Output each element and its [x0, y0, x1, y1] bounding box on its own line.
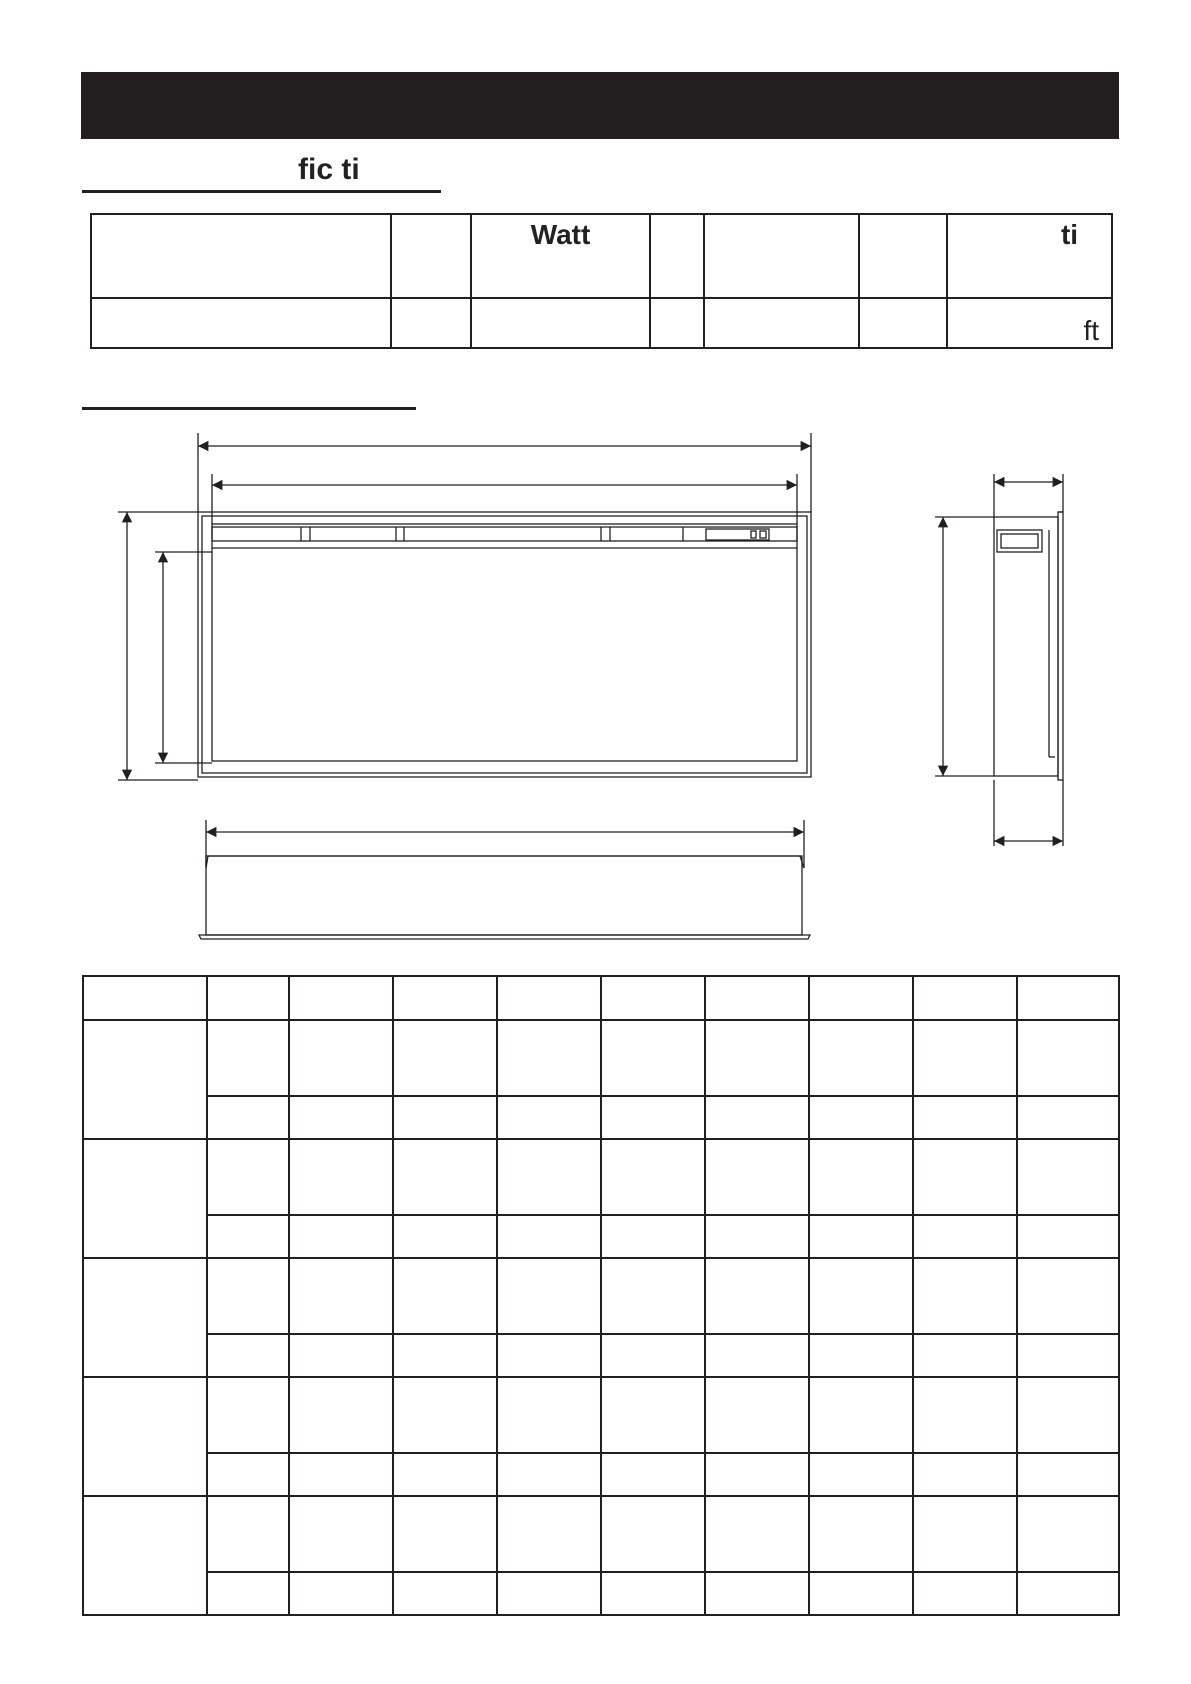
- table-cell: [289, 1572, 393, 1615]
- table-cell: [809, 1453, 913, 1496]
- table-cell: [289, 1377, 393, 1453]
- table-cell: [207, 976, 289, 1020]
- table-cell: [913, 1496, 1017, 1572]
- table-row: [83, 1139, 1119, 1215]
- table-cell: [705, 1572, 809, 1615]
- table-cell: [497, 1377, 601, 1453]
- table-cell: [705, 1377, 809, 1453]
- table-cell: [913, 976, 1017, 1020]
- table-cell: [601, 1334, 705, 1377]
- table-row: [83, 1334, 1119, 1377]
- table-cell: [705, 1139, 809, 1215]
- table-cell: [601, 1215, 705, 1258]
- table-cell: [83, 1020, 207, 1139]
- table-cell: [1017, 1020, 1119, 1096]
- table-cell: [83, 1258, 207, 1377]
- table-cell: [393, 1215, 497, 1258]
- front-view: [118, 433, 811, 780]
- table-row: [83, 976, 1119, 1020]
- table-cell: [601, 1020, 705, 1096]
- table-cell: [207, 1215, 289, 1258]
- table-cell: [497, 1572, 601, 1615]
- table-cell: [497, 1020, 601, 1096]
- table-cell: [913, 1453, 1017, 1496]
- table-cell: [289, 1139, 393, 1215]
- table-cell: [809, 976, 913, 1020]
- table-cell: [497, 1334, 601, 1377]
- table-cell: [705, 1215, 809, 1258]
- table-row: [83, 1377, 1119, 1453]
- table-row: [83, 1572, 1119, 1615]
- table-row: [83, 1258, 1119, 1334]
- table-cell: [289, 976, 393, 1020]
- spec-value-cell: ft: [947, 298, 1112, 348]
- table-cell: [289, 1453, 393, 1496]
- table-cell: [289, 1496, 393, 1572]
- table-cell: [809, 1334, 913, 1377]
- spec-header-watt: Watt: [471, 214, 650, 298]
- table-cell: [601, 1377, 705, 1453]
- table-cell: [289, 1096, 393, 1139]
- table-cell: [393, 1139, 497, 1215]
- table-cell: [809, 1096, 913, 1139]
- bottom-view: [199, 820, 810, 939]
- table-row: [83, 1496, 1119, 1572]
- table-row: [83, 1020, 1119, 1096]
- table-cell: [1017, 1572, 1119, 1615]
- table-cell: [809, 1139, 913, 1215]
- table-cell: [1017, 1139, 1119, 1215]
- table-cell: [207, 1139, 289, 1215]
- table-cell: [809, 1496, 913, 1572]
- table-cell: [289, 1334, 393, 1377]
- table-cell: [913, 1572, 1017, 1615]
- table-cell: [809, 1258, 913, 1334]
- table-cell: [809, 1572, 913, 1615]
- table-cell: [83, 1377, 207, 1496]
- table-cell: [913, 1334, 1017, 1377]
- table-cell: [809, 1215, 913, 1258]
- table-cell: [393, 1096, 497, 1139]
- table-cell: [393, 1496, 497, 1572]
- table-cell: [601, 1496, 705, 1572]
- table-cell: [913, 1258, 1017, 1334]
- table-row: [83, 1453, 1119, 1496]
- table-cell: [497, 1496, 601, 1572]
- table-row: [83, 1096, 1119, 1139]
- table-cell: [809, 1020, 913, 1096]
- table-cell: [207, 1572, 289, 1615]
- table-cell: [393, 1453, 497, 1496]
- table-cell: [497, 976, 601, 1020]
- table-cell: [393, 1377, 497, 1453]
- side-view: [935, 474, 1063, 846]
- table-cell: [601, 976, 705, 1020]
- table-cell: [705, 1096, 809, 1139]
- table-cell: [393, 976, 497, 1020]
- table-cell: [601, 1258, 705, 1334]
- table-cell: [705, 1258, 809, 1334]
- table-cell: [207, 1377, 289, 1453]
- table-cell: [601, 1572, 705, 1615]
- table-cell: [1017, 1215, 1119, 1258]
- table-cell: [289, 1215, 393, 1258]
- table-row: [83, 1215, 1119, 1258]
- table-cell: [913, 1096, 1017, 1139]
- dimensions-table: [82, 975, 1120, 1616]
- table-cell: [809, 1377, 913, 1453]
- table-cell: [1017, 1258, 1119, 1334]
- table-cell: [497, 1215, 601, 1258]
- table-cell: [601, 1139, 705, 1215]
- table-cell: [497, 1453, 601, 1496]
- table-cell: [1017, 1377, 1119, 1453]
- table-cell: [207, 1496, 289, 1572]
- spec-header-cell: ti: [947, 214, 1112, 298]
- table-cell: [1017, 1496, 1119, 1572]
- table-cell: [1017, 976, 1119, 1020]
- table-cell: [705, 1334, 809, 1377]
- table-cell: [207, 1258, 289, 1334]
- table-cell: [913, 1377, 1017, 1453]
- table-cell: [393, 1572, 497, 1615]
- table-cell: [601, 1096, 705, 1139]
- table-cell: [497, 1258, 601, 1334]
- table-cell: [1017, 1334, 1119, 1377]
- table-cell: [705, 1496, 809, 1572]
- table-cell: [1017, 1096, 1119, 1139]
- table-cell: [289, 1258, 393, 1334]
- table-cell: [393, 1020, 497, 1096]
- table-cell: [289, 1020, 393, 1096]
- table-cell: [83, 1496, 207, 1615]
- table-cell: [913, 1139, 1017, 1215]
- table-cell: [497, 1139, 601, 1215]
- table-cell: [913, 1020, 1017, 1096]
- table-cell: [601, 1453, 705, 1496]
- table-cell: [913, 1215, 1017, 1258]
- table-cell: [207, 1020, 289, 1096]
- table-cell: [1017, 1453, 1119, 1496]
- table-cell: [393, 1258, 497, 1334]
- table-cell: [207, 1334, 289, 1377]
- table-cell: [207, 1096, 289, 1139]
- table-cell: [497, 1096, 601, 1139]
- table-cell: [207, 1453, 289, 1496]
- table-cell: [705, 1453, 809, 1496]
- table-cell: [705, 976, 809, 1020]
- section-title-specifications: fic ti: [298, 153, 360, 186]
- table-cell: [393, 1334, 497, 1377]
- table-cell: [83, 1139, 207, 1258]
- table-cell: [705, 1020, 809, 1096]
- table-cell: [83, 976, 207, 1020]
